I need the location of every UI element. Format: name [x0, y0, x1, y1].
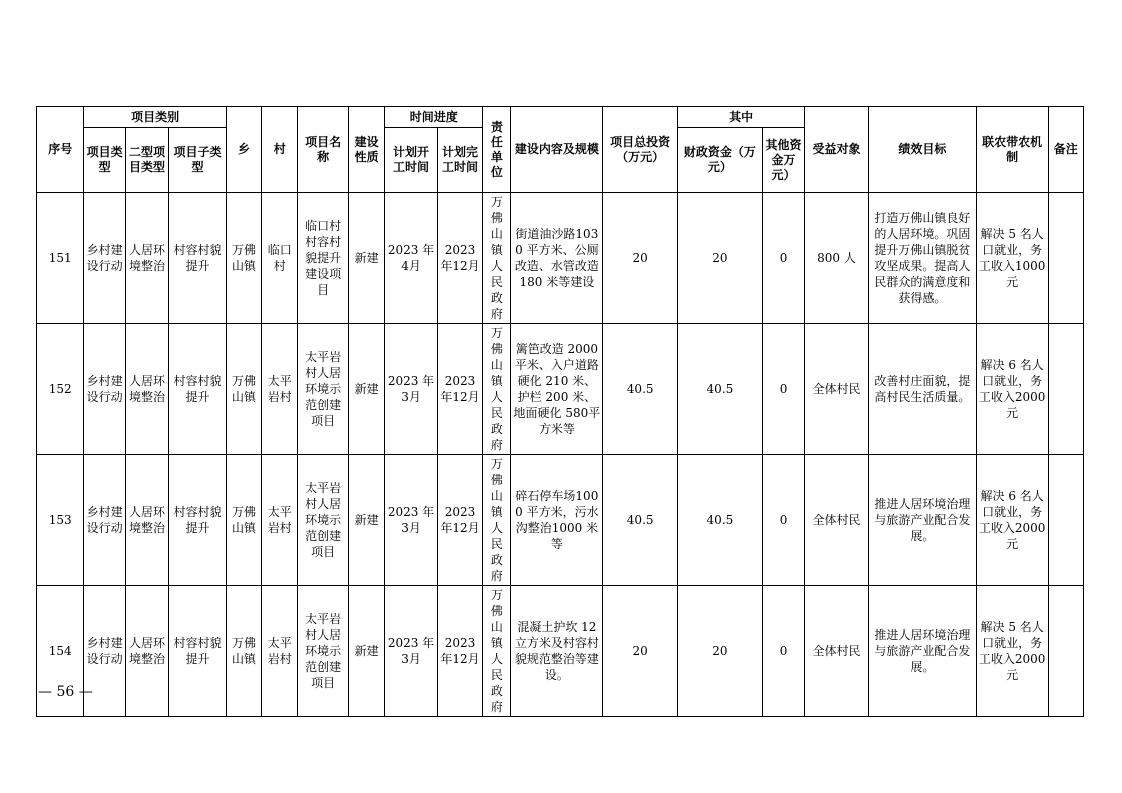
cell-plan-end: 2023 年12月 — [437, 193, 482, 324]
header-total-invest: 项目总投资（万元） — [603, 107, 678, 193]
cell-village: 临口村 — [262, 193, 298, 324]
cell-fiscal: 20 — [678, 586, 763, 717]
table-row — [37, 193, 1084, 324]
cell-goal: 推进人居环境治理与旅游产业配合发展。 — [868, 586, 976, 717]
cell-goal: 打造万佛山镇良好的人居环境。巩固提升万佛山镇脱贫攻坚成果。提高人民群众的满意度和获得感。 — [868, 193, 976, 324]
cell-plan-end: 2023 年12月 — [437, 455, 482, 586]
cell-content: 篱笆改造 2000平米、入户道路硬化 210 米、护栏 200 米、地面硬化 580平方米等 — [511, 324, 603, 455]
cell-type2: 人居环境整治 — [125, 324, 168, 455]
cell-mechanism: 解决 5 名人口就业，务工收入2000 元 — [976, 586, 1048, 717]
cell-township: 万佛山镇 — [226, 455, 261, 586]
cell-plan-start: 2023 年3月 — [385, 455, 437, 586]
cell-other: 0 — [762, 455, 804, 586]
cell-plan-start: 2023 年3月 — [385, 324, 437, 455]
cell-project-name: 临口村村容村貌提升建设项目 — [298, 193, 348, 324]
header-other: 其他资金万元） — [762, 128, 804, 193]
cell-fiscal: 20 — [678, 193, 763, 324]
cell-type2: 人居环境整治 — [125, 193, 168, 324]
header-plan-start: 计划开工时间 — [385, 128, 437, 193]
cell-project-type: 乡村建设行动 — [84, 586, 125, 717]
cell-plan-start: 2023 年3月 — [385, 586, 437, 717]
cell-subtype: 村容村貌提升 — [169, 324, 227, 455]
cell-mechanism: 解决 6 名人口就业，务工收入2000 元 — [976, 455, 1048, 586]
header-project-type: 项目类型 — [84, 128, 125, 193]
cell-seq: 154 — [37, 586, 84, 717]
header-resp-unit: 责任单位 — [483, 107, 511, 193]
cell-mechanism: 解决 6 名人口就业，务工收入2000 元 — [976, 324, 1048, 455]
cell-seq: 153 — [37, 455, 84, 586]
header-row-top — [37, 107, 1084, 128]
project-table — [36, 106, 1084, 717]
cell-remark — [1048, 193, 1084, 324]
cell-village: 太平岩村 — [262, 455, 298, 586]
cell-total-invest: 20 — [603, 586, 678, 717]
cell-seq: 151 — [37, 193, 84, 324]
cell-resp-unit: 万佛山镇人民政府 — [483, 586, 511, 717]
cell-goal: 推进人居环境治理与旅游产业配合发展。 — [868, 455, 976, 586]
cell-project-name: 太平岩村人居环境示范创建项目 — [298, 324, 348, 455]
cell-content: 碎石停车场1000 平方米，污水沟整治1000 米等 — [511, 455, 603, 586]
cell-village: 太平岩村 — [262, 324, 298, 455]
cell-subtype: 村容村貌提升 — [169, 193, 227, 324]
cell-type2: 人居环境整治 — [125, 455, 168, 586]
cell-total-invest: 40.5 — [603, 324, 678, 455]
cell-project-name: 太平岩村人居环境示范创建项目 — [298, 455, 348, 586]
cell-project-type: 乡村建设行动 — [84, 324, 125, 455]
cell-goal: 改善村庄面貌，提高村民生活质量。 — [868, 324, 976, 455]
header-mechanism: 联农带农机制 — [976, 107, 1048, 193]
header-township: 乡 — [226, 107, 261, 193]
cell-fiscal: 40.5 — [678, 324, 763, 455]
header-project-name: 项目名称 — [298, 107, 348, 193]
cell-township: 万佛山镇 — [226, 193, 261, 324]
cell-resp-unit: 万佛山镇人民政府 — [483, 455, 511, 586]
cell-remark — [1048, 324, 1084, 455]
header-content: 建设内容及规模 — [511, 107, 603, 193]
table-row — [37, 324, 1084, 455]
cell-content: 混凝土护坎 12立方米及村容村貌规范整治等建设。 — [511, 586, 603, 717]
cell-resp-unit: 万佛山镇人民政府 — [483, 193, 511, 324]
cell-plan-start: 2023 年4月 — [385, 193, 437, 324]
cell-beneficiary: 全体村民 — [805, 586, 869, 717]
cell-build-nature: 新建 — [348, 455, 384, 586]
header-goal: 绩效目标 — [868, 107, 976, 193]
cell-build-nature: 新建 — [348, 586, 384, 717]
cell-beneficiary: 全体村民 — [805, 455, 869, 586]
cell-total-invest: 40.5 — [603, 455, 678, 586]
header-category-group: 项目类别 — [84, 107, 226, 128]
cell-build-nature: 新建 — [348, 193, 384, 324]
cell-subtype: 村容村貌提升 — [169, 586, 227, 717]
header-build-nature: 建设性质 — [348, 107, 384, 193]
cell-seq: 152 — [37, 324, 84, 455]
header-subtype: 项目子类型 — [169, 128, 227, 193]
cell-project-name: 太平岩村人居环境示范创建项目 — [298, 586, 348, 717]
cell-fiscal: 40.5 — [678, 455, 763, 586]
cell-other: 0 — [762, 324, 804, 455]
cell-beneficiary: 800 人 — [805, 193, 869, 324]
header-fiscal: 财政资金（万元） — [678, 128, 763, 193]
cell-build-nature: 新建 — [348, 324, 384, 455]
cell-project-type: 乡村建设行动 — [84, 455, 125, 586]
cell-type2: 人居环境整治 — [125, 586, 168, 717]
cell-project-type: 乡村建设行动 — [84, 193, 125, 324]
cell-total-invest: 20 — [603, 193, 678, 324]
header-plan-end: 计划完工时间 — [437, 128, 482, 193]
header-among-group: 其中 — [678, 107, 805, 128]
cell-beneficiary: 全体村民 — [805, 324, 869, 455]
cell-other: 0 — [762, 193, 804, 324]
cell-subtype: 村容村貌提升 — [169, 455, 227, 586]
cell-resp-unit: 万佛山镇人民政府 — [483, 324, 511, 455]
header-village: 村 — [262, 107, 298, 193]
cell-township: 万佛山镇 — [226, 586, 261, 717]
header-beneficiary: 受益对象 — [805, 107, 869, 193]
cell-content: 街道油沙路1030 平方米、公厕改造、水管改造 180 米等建设 — [511, 193, 603, 324]
header-type2: 二型项目类型 — [125, 128, 168, 193]
cell-township: 万佛山镇 — [226, 324, 261, 455]
cell-remark — [1048, 586, 1084, 717]
cell-other: 0 — [762, 586, 804, 717]
cell-plan-end: 2023 年12月 — [437, 324, 482, 455]
table-row — [37, 455, 1084, 586]
table-row — [37, 586, 1084, 717]
cell-mechanism: 解决 5 名人口就业，务工收入1000 元 — [976, 193, 1048, 324]
cell-plan-end: 2023 年12月 — [437, 586, 482, 717]
cell-remark — [1048, 455, 1084, 586]
cell-village: 太平岩村 — [262, 586, 298, 717]
header-schedule-group: 时间进度 — [385, 107, 483, 128]
header-remark: 备注 — [1048, 107, 1084, 193]
page-number: — 56 — — [38, 684, 93, 700]
header-seq: 序号 — [37, 107, 84, 193]
